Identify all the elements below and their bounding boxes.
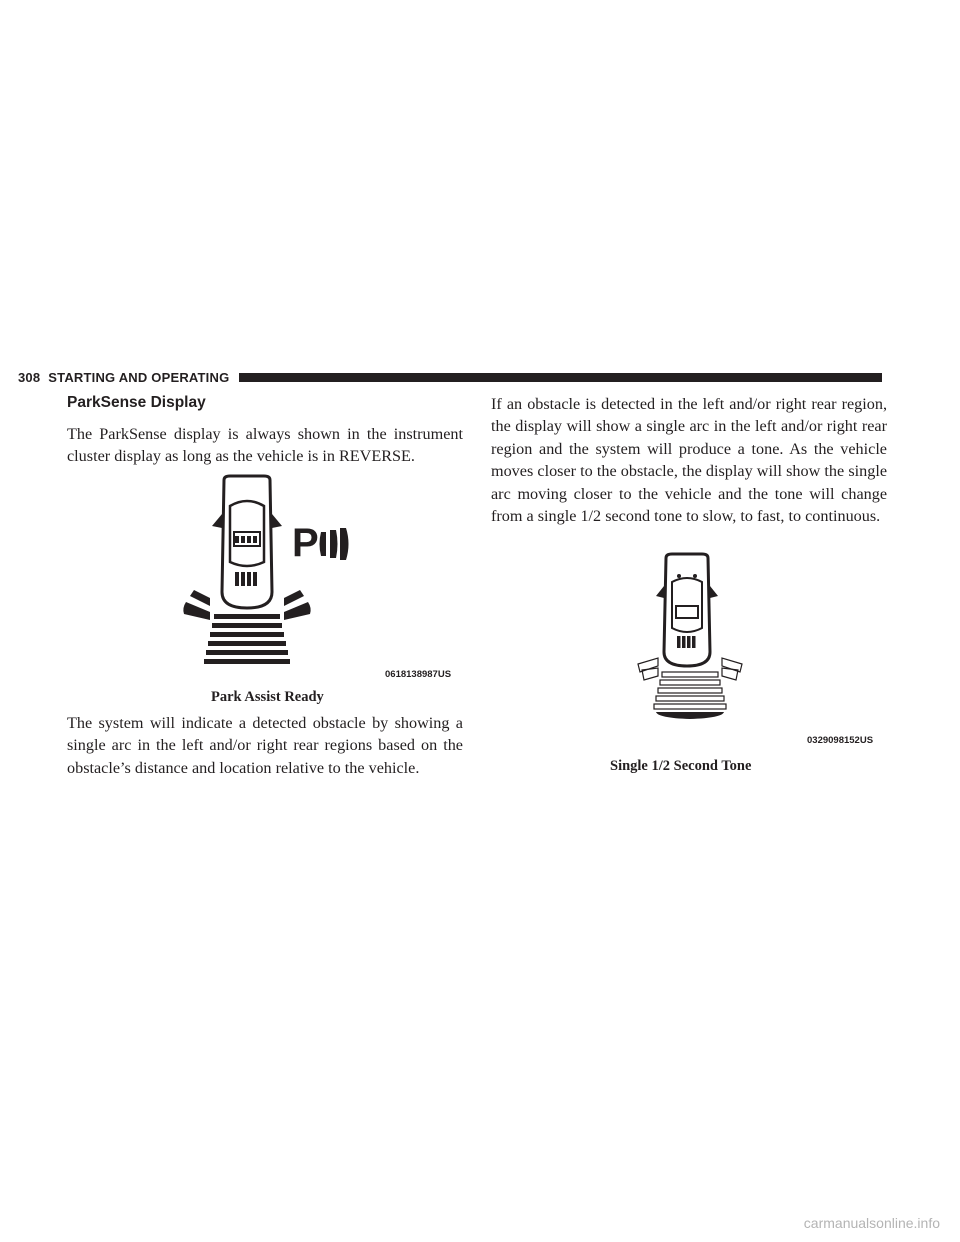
park-assist-ready-illustration [180, 474, 370, 670]
figure-code: 0329098152US [807, 735, 874, 746]
header-rule [239, 373, 882, 382]
figure-code: 0618138987US [385, 669, 452, 680]
intro-paragraph: The ParkSense display is always shown in the instrument cluster display as long as the vehicle is in REVERSE. [67, 425, 463, 466]
figure-caption: Single 1/2 Second Tone [610, 758, 752, 774]
obstacle-paragraph: The system will indicate a detected obstacle by showing a single arc in the left and/or right rear regions based on the obstacle’s distance and location relative to the vehicle. [67, 714, 463, 777]
page-header [18, 369, 882, 385]
right-column [491, 393, 887, 527]
single-tone-illustration [636, 552, 744, 720]
left-column-lower [67, 712, 463, 779]
page-number: 308 [18, 369, 41, 385]
section-title: STARTING AND OPERATING [48, 369, 230, 385]
figure-caption: Park Assist Ready [211, 689, 324, 705]
watermark: carmanualsonline.info [803, 1215, 940, 1231]
svg-text:P: P [292, 521, 319, 565]
section-heading: ParkSense Display [67, 394, 206, 411]
left-column [67, 393, 463, 468]
tone-paragraph: If an obstacle is detected in the left and/or right rear region, the display will show a single arc in the left and/or right rear region and the system will produce a tone. As the vehicle moves closer to the obstacle, the display will show the single arc moving closer to the vehicle and the tone will change from a single 1/2 second tone to slow, to fast, to continuous. [491, 395, 887, 526]
